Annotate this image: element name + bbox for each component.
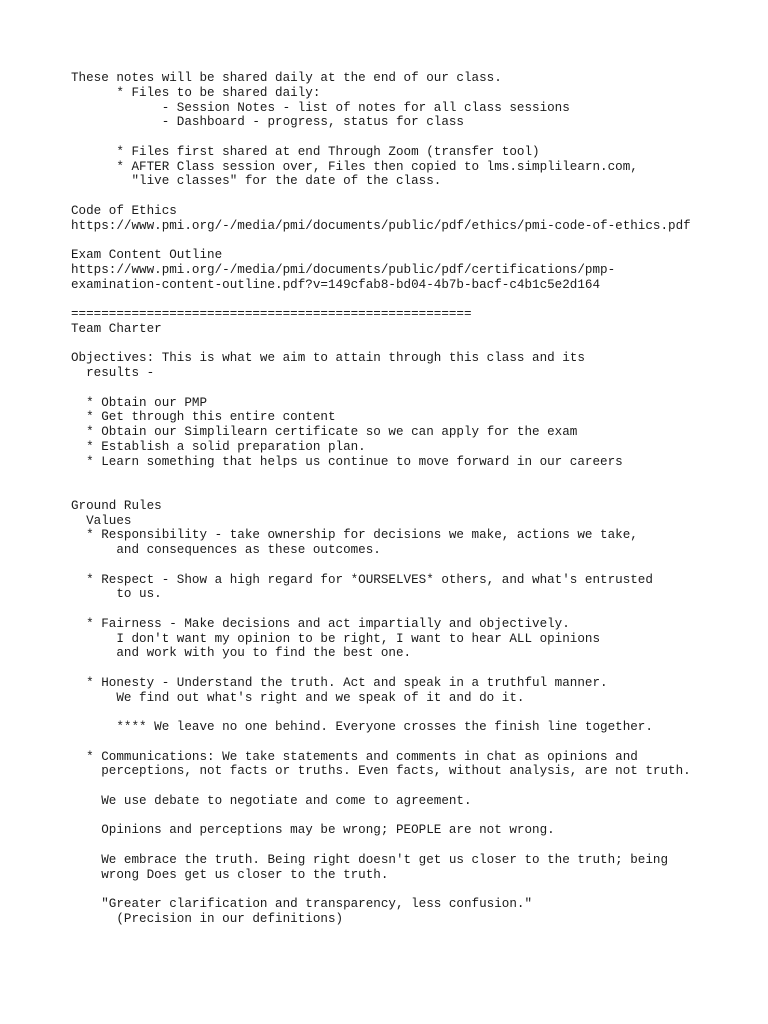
document-line: We use debate to negotiate and come to agreement.	[71, 793, 472, 808]
document-line	[71, 602, 691, 617]
document-line: **** We leave no one behind. Everyone crosses the finish line together.	[71, 720, 653, 734]
document-line: * Fairness - Make decisions and act impartially and objectively.	[71, 616, 570, 631]
document-line: Team Charter	[71, 321, 162, 336]
document-line: - Dashboard - progress, status for class	[71, 115, 464, 130]
document-line: results -	[71, 366, 155, 380]
document-line: https://www.pmi.org/-/media/pmi/documents/public/pdf/certifications/pmp-	[71, 262, 616, 277]
document-line: and work with you to find the best one.	[71, 646, 412, 661]
document-line: examination-content-outline.pdf?v=149cfab8-bd04-4b7b-bacf-c4b1c5e2d164	[71, 277, 601, 292]
document-line: "live classes" for the date of the class.	[71, 174, 442, 189]
document-line: We embrace the truth. Being right doesn't get us closer to the truth; being	[71, 852, 669, 867]
document-line: * Get through this entire content	[71, 410, 336, 425]
document-line: https://www.pmi.org/-/media/pmi/documents/public/pdf/ethics/pmi-code-of-ethics.pdf	[71, 218, 691, 233]
document-line: - Session Notes - list of notes for all class sessions	[71, 100, 570, 115]
document-line: We find out what's right and we speak of it and do it.	[71, 690, 525, 705]
document-line: to us.	[71, 587, 162, 602]
document-line: These notes will be shared daily at the end of our class.	[71, 71, 502, 85]
document-line: * Obtain our PMP	[71, 395, 208, 410]
document-line: Opinions and perceptions may be wrong; PEOPLE are not wrong.	[71, 823, 555, 838]
document-line	[71, 130, 691, 145]
document-line: * Obtain our Simplilearn certificate so we can apply for the exam	[71, 425, 578, 439]
document-line: I don't want my opinion to be right, I want to hear ALL opinions	[71, 631, 601, 646]
document-line: * Communications: We take statements and comments in chat as opinions and	[71, 749, 638, 764]
document-line	[71, 661, 691, 676]
document-line: "Greater clarification and transparency, less confusion."	[71, 897, 533, 911]
document-line	[71, 233, 691, 248]
document-line	[71, 838, 691, 853]
document-line	[71, 292, 691, 307]
document-line: Exam Content Outline	[71, 248, 223, 262]
document-line: wrong Does get us closer to the truth.	[71, 867, 389, 882]
document-text	[71, 71, 691, 927]
document-line: * Establish a solid preparation plan.	[71, 439, 366, 454]
document-line	[71, 381, 691, 396]
document-line: Objectives: This is what we aim to attain through this class and its	[71, 351, 585, 366]
document-line	[71, 484, 691, 499]
document-line	[71, 809, 691, 824]
document-line: * Files first shared at end Through Zoom (transfer tool)	[71, 144, 540, 159]
document-line	[71, 337, 691, 352]
document-line: and consequences as these outcomes.	[71, 543, 381, 557]
document-line: * Honesty - Understand the truth. Act and speak in a truthful manner.	[71, 675, 608, 690]
document-line: Code of Ethics	[71, 203, 177, 218]
document-line: * Files to be shared daily:	[71, 85, 321, 100]
document-line	[71, 469, 691, 484]
document-line	[71, 558, 691, 573]
document-line: Values	[71, 513, 132, 528]
document-line: * AFTER Class session over, Files then copied to lms.simplilearn.com,	[71, 159, 638, 174]
document-line: perceptions, not facts or truths. Even facts, without analysis, are not truth.	[71, 764, 691, 779]
document-line: (Precision in our definitions)	[71, 911, 344, 926]
document-line: Ground Rules	[71, 498, 162, 513]
document-line	[71, 735, 691, 750]
document-line: * Respect - Show a high regard for *OURSELVES* others, and what's entrusted	[71, 572, 653, 587]
document-line	[71, 189, 691, 204]
document-line: * Learn something that helps us continue to move forward in our careers	[71, 454, 623, 469]
document-line	[71, 779, 691, 794]
document-line: =====================================================	[71, 307, 472, 321]
document-line	[71, 705, 691, 720]
document-line: * Responsibility - take ownership for decisions we make, actions we take,	[71, 528, 638, 543]
document-line	[71, 882, 691, 897]
